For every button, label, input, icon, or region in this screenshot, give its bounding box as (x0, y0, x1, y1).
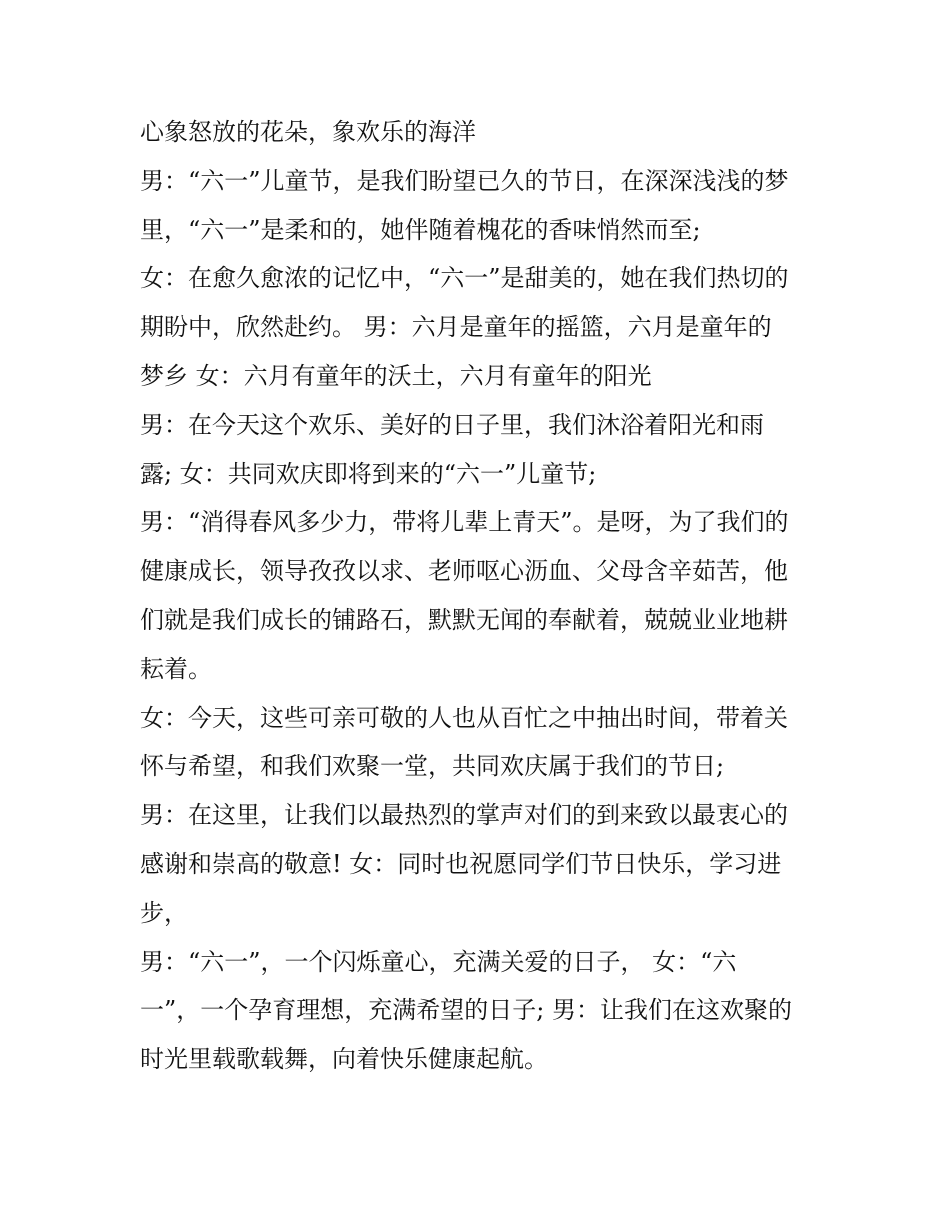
text-line: 男：“六一”，一个闪烁童心，充满关爱的日子， 女：“六 (140, 947, 737, 976)
text-line: 步， (140, 898, 188, 927)
text-line: 们就是我们成长的铺路石，默默无闻的奉献着，兢兢业业地耕 (140, 605, 788, 634)
text-line: 耘着。 (140, 654, 212, 683)
text-line: 心象怒放的花朵，象欢乐的海洋 (140, 118, 476, 146)
text-line: 男：在今天这个欢乐、美好的日子里，我们沐浴着阳光和雨 (140, 410, 764, 439)
text-line: 露; 女：共同欢庆即将到来的“六一”儿童节; (140, 459, 597, 488)
text-line: 健康成长，领导孜孜以求、老师呕心沥血、父母含辛茹苦，他 (140, 557, 788, 586)
text-line: 期盼中，欣然赴约。 男：六月是童年的摇篮，六月是童年的 (140, 313, 772, 342)
text-line: 里，“六一”是柔和的，她伴随着槐花的香味悄然而至; (140, 215, 701, 244)
text-line: 怀与希望，和我们欢聚一堂，共同欢庆属于我们的节日; (140, 752, 725, 781)
text-line: 男：“六一”儿童节，是我们盼望已久的节日，在深深浅浅的梦 (140, 166, 789, 195)
text-line: 男：“消得春风多少力，带将儿辈上青天”。是呀，为了我们的 (140, 508, 789, 537)
text-line: 男：在这里，让我们以最热烈的掌声对们的到来致以最衷心的 (140, 801, 788, 830)
text-line: 感谢和崇高的敬意! 女：同时也祝愿同学们节日快乐，学习进 (140, 849, 782, 878)
text-line: 梦乡 女：六月有童年的沃土，六月有童年的阳光 (140, 361, 652, 390)
text-line: 女：在愈久愈浓的记忆中，“六一”是甜美的，她在我们热切的 (140, 264, 789, 293)
text-line: 一”，一个孕育理想，充满希望的日子; 男：让我们在这欢聚的 (140, 996, 792, 1025)
text-line: 女：今天，这些可亲可敬的人也从百忙之中抽出时间，带着关 (140, 703, 788, 732)
document-body (140, 108, 830, 1084)
text-line: 时光里载歌载舞，向着快乐健康起航。 (140, 1045, 548, 1074)
